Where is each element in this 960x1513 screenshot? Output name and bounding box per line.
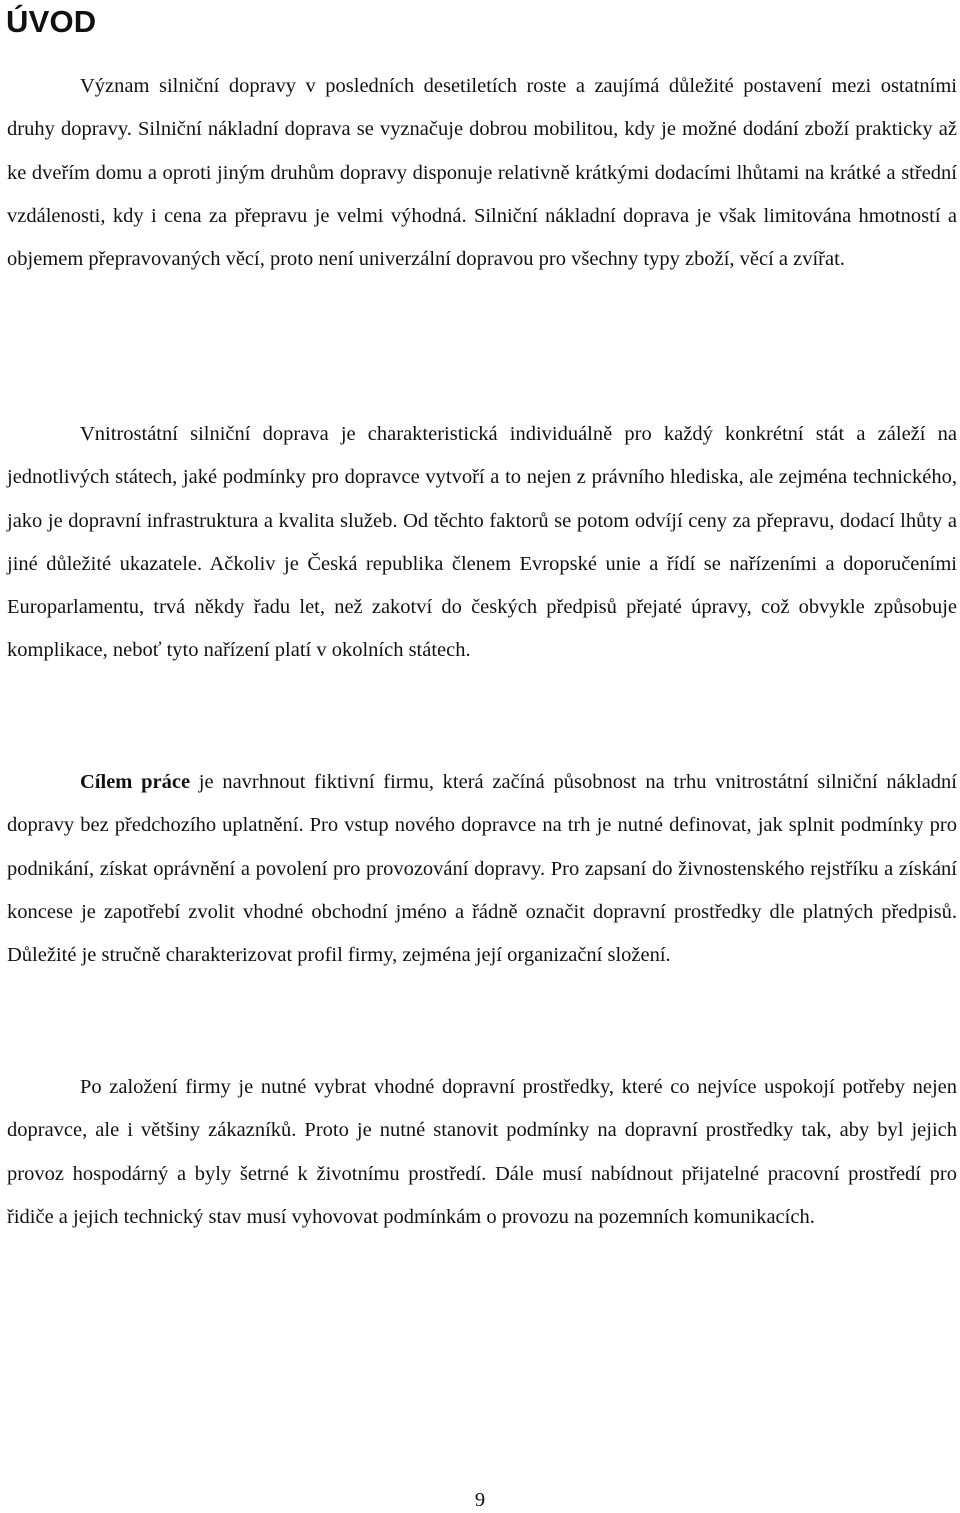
paragraph-domestic-transport: Vnitrostátní silniční doprava je charakteristická individuálně pro každý konkrétní stát a záleží na jednotlivých státech, jaké podmínky pro dopravce vytvoří a to nejen z právního hlediska, ale zejména technického, jako je dopravní infrastruktura a kvalita služeb. Od těchto faktorů se potom odvíjí ceny za přepravu, dodací lhůty a jiné důležité ukazatele. Ačkoliv je Česká republika členem Evropské unie a řídí se nařízeními a doporučeními Europarlamentu, trvá někdy řadu let, než zakotví do českých předpisů přejaté úpravy, což obvykle způsobuje komplikace, neboť tyto nařízení platí v okolních státech.: [7, 423, 957, 662]
page-heading: ÚVOD: [6, 4, 97, 39]
page-number: 9: [474, 1489, 486, 1511]
aim-label: Cílem práce: [80, 771, 191, 793]
paragraph-intro: Význam silniční dopravy v posledních desetiletích roste a zaujímá důležité postavení mezi ostatními druhy dopravy. Silniční nákladní doprava se vyznačuje dobrou mobilitou, kdy je možné dodání zboží prakticky až ke dveřím domu a oproti jiným druhům dopravy disponuje relativně krátkými dodacími lhůtami na krátké a střední vzdálenosti, kdy i cena za přepravu je velmi výhodná. Silniční nákladní doprava je však limitována hmotností a objemem přepravovaných věcí, proto není univerzální dopravou pro všechny typy zboží, věcí a zvířat.: [7, 75, 957, 271]
paragraph-vehicles: Po založení firmy je nutné vybrat vhodné dopravní prostředky, které co nejvíce uspokojí potřeby nejen dopravce, ale i většiny zákazníků. Proto je nutné stanovit podmínky na dopravní prostředky tak, aby byl jejich provoz hospodárný a byly šetrné k životnímu prostředí. Dále musí nabídnout přijatelné pracovní prostředí pro řidiče a jejich technický stav musí vyhovovat podmínkám o provozu na pozemních komunikacích.: [7, 1076, 957, 1228]
aim-text: je navrhnout fiktivní firmu, která začíná působnost na trhu vnitrostátní silniční nákladní dopravy bez předchozího uplatnění. Pro vstup nového dopravce na trh je nutné definovat, jak splnit podmínky pro podnikání, získat oprávnění a povolení pro provozování dopravy. Pro zapsaní do živnostenského rejstříku a získání koncese je zapotřebí zvolit vhodné obchodní jméno a řádně označit dopravní prostředky dle platných předpisů. Důležité je stručně charakterizovat profil firmy, zejména její organizační složení.: [7, 771, 957, 967]
paragraph-aim: [7, 761, 957, 977]
